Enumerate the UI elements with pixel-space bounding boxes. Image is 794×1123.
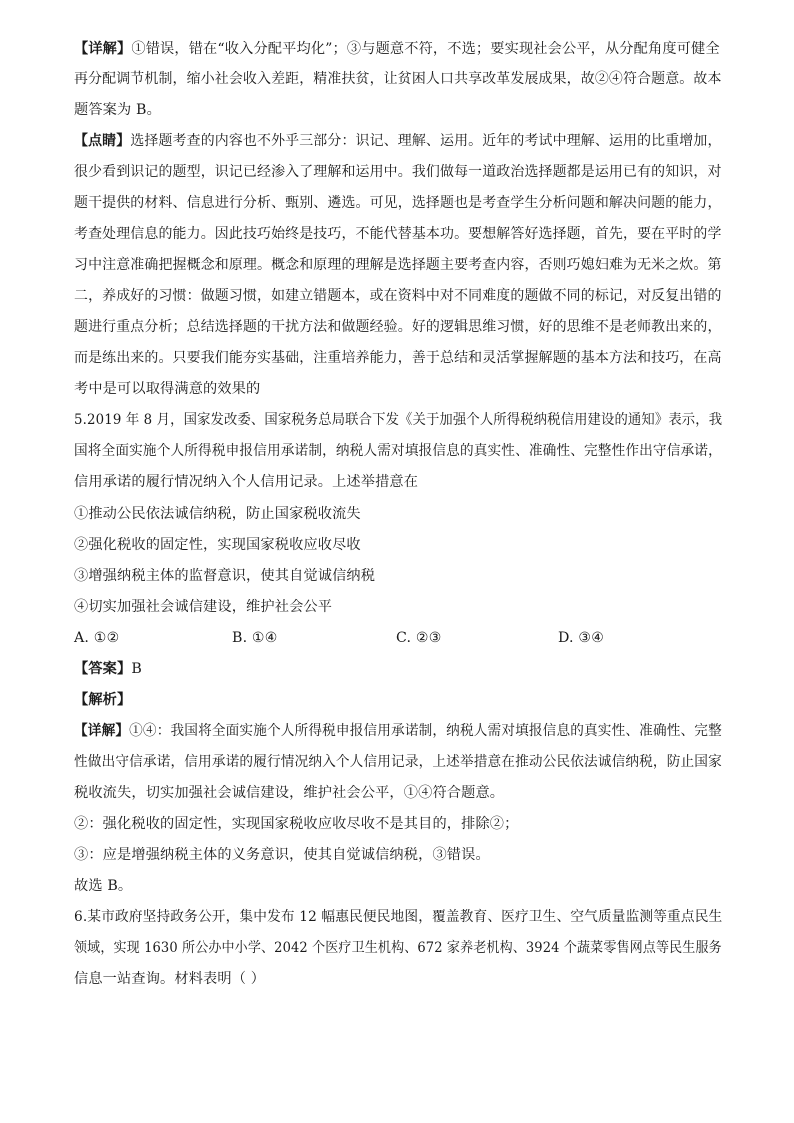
q6-stem-line-3: 信息一站查询。材料表明（ ） (74, 971, 266, 987)
q5-detail-line-1: 【详解】①④：我国将全面实施个人所得税申报信用承诺制，纳税人需对填报信息的真实性、准确性、完整 (74, 723, 722, 739)
q5-detail-line-3: 税收流失，切实加强社会诚信建设，维护社会公平，①④符合题意。 (74, 785, 505, 801)
q5-stem-line-2: 国将全面实施个人所得税申报信用承诺制，纳税人需对填报信息的真实性、准确性、完整性作出守信承诺， (74, 443, 722, 459)
tip-line-8: 而是练出来的。只要我们能夯实基础，注重培养能力，善于总结和灵活掌握解题的基本方法和技巧，在高 (74, 350, 722, 366)
q5-option-b: B. ①④ (232, 630, 278, 646)
q5-options (74, 629, 722, 647)
q5-detail-tag: 【详解】 (74, 723, 130, 739)
answer-tag: 【答案】 (74, 661, 132, 677)
q5-statement-2: ②强化税收的固定性，实现国家税收应收尽收 (74, 537, 361, 553)
detail-tag: 【详解】 (74, 41, 132, 57)
q5-option-d: D. ③④ (558, 630, 605, 646)
tip-line-4: 考查处理信息的能力。因此技巧始终是技巧，不能代替基本功。要想解答好选择题，首先，要在平时的学 (74, 226, 722, 242)
q5-statement-3: ③增强纳税主体的监督意识，使其自觉诚信纳税 (74, 568, 376, 584)
q5-detail-line-4: ②：强化税收的固定性，实现国家税收应收尽收不是其目的，排除②； (74, 816, 519, 832)
q6-stem-line-2: 领域，实现 1630 所公办中小学、2042 个医疗卫生机构、672 家养老机构、3924 个蔬菜零售网点等民生服务 (74, 940, 722, 956)
q5-option-c: C. ②③ (396, 630, 442, 646)
q5-detail-line-2: 性做出守信承诺，信用承诺的履行情况纳入个人信用记录，上述举措意在推动公民依法诚信纳税，防止国家 (74, 754, 722, 770)
q5-detail-line-6: 故选 B。 (74, 878, 133, 894)
tip-tag: 【点睛】 (74, 133, 131, 149)
q5-answer (74, 660, 722, 678)
tip-line-6: 二，养成好的习惯：做题习惯，如建立错题本，或在资料中对不同难度的题做不同的标记，对反复出错的 (74, 288, 722, 304)
tip-line-3: 题干提供的材料、信息进行分析、甄别、遴选。可见，选择题也是考查学生分析问题和解决问题的能力， (74, 195, 722, 211)
q5-option-a: A. ①② (74, 630, 120, 646)
q5-stem-line-1: 5.2019 年 8 月，国家发改委、国家税务总局联合下发《关于加强个人所得税纳税信用建设的通知》表示，我 (74, 412, 723, 428)
tip-line-1: 【点睛】选择题考查的内容也不外乎三部分：识记、理解、运用。近年的考试中理解、运用的比重增加， (74, 133, 722, 149)
tip-line-7: 题进行重点分析；总结选择题的干扰方法和做题经验。好的逻辑思维习惯，好的思维不是老师教出来的， (74, 319, 722, 335)
q5-statement-4: ④切实加强社会诚信建设，维护社会公平 (74, 599, 333, 615)
q6-stem-line-1: 6.某市政府坚持政务公开，集中发布 12 幅惠民便民地图，覆盖教育、医疗卫生、空气质量监测等重点民生 (74, 909, 723, 925)
detail-line-2: 再分配调节机制，缩小社会收入差距，精准扶贫，让贫困人口共享改革发展成果，故②④符合题意。故本 (74, 71, 722, 87)
q5-statement-1: ①推动公民依法诚信纳税，防止国家税收流失 (74, 506, 361, 522)
q5-stem-line-3: 信用承诺的履行情况纳入个人信用记录。上述举措意在 (74, 474, 419, 490)
q5-detail-line-5: ③：应是增强纳税主体的义务意识，使其自觉诚信纳税，③错误。 (74, 847, 490, 863)
detail-line-1: 【详解】①错误，错在“收入分配平均化”；③与题意不符，不选；要实现社会公平，从分配角度可健全 (74, 41, 720, 57)
tip-line-2: 很少看到识记的题型，识记已经渗入了理解和运用中。我们做每一道政治选择题都是运用已有的知识，对 (74, 164, 722, 180)
answer-value: B (131, 661, 142, 677)
tip-line-5: 习中注意准确把握概念和原理。概念和原理的理解是选择题主要考查内容，否则巧媳妇难为无米之炊。第 (74, 257, 722, 273)
detail-line-3: 题答案为 B。 (74, 102, 161, 118)
q5-analysis-tag: 【解析】 (74, 692, 132, 708)
tip-line-9: 考中是可以取得满意的效果的 (74, 381, 261, 397)
